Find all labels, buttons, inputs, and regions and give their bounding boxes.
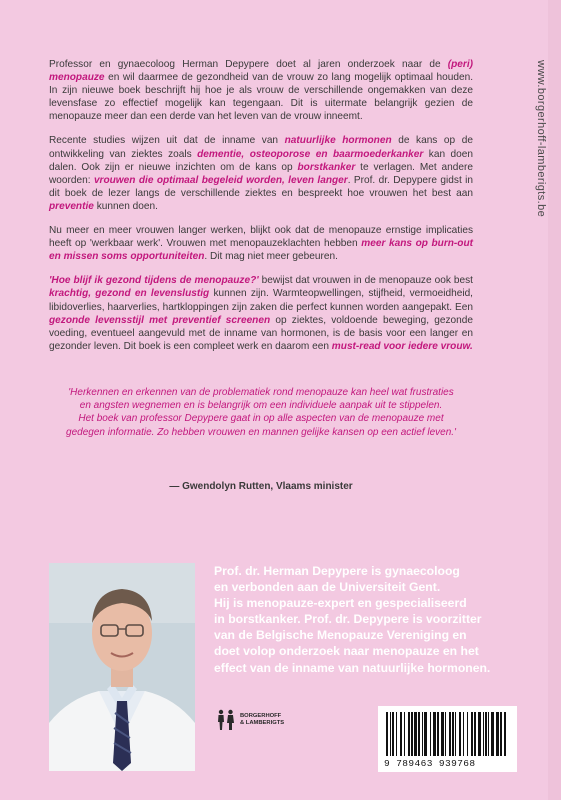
barcode-bar [488,712,489,756]
publisher-name-line2: & LAMBERIGTS [240,720,285,726]
text-segment: . Dit mag niet meer gebeuren. [204,251,338,263]
bio-line: Prof. dr. Herman Depypere is gynaecoloog [214,564,460,578]
bio-line: en verbonden aan de Universiteit Gent. [214,580,441,595]
barcode-bar [483,712,484,756]
barcode-bar [491,712,494,756]
barcode-bar [422,712,423,756]
highlighted-phrase: gezonde levensstijl met preventief screenen [49,314,271,326]
highlighted-phrase: 'Hoe blijf ik gezond tijdens de menopauze?' [49,275,259,287]
text-segment: . Prof. dr. Depypere gidst in dit boek de lezer langs de verschillende ziektes en bespreekt hoe vrouwen het best aan [49,174,474,199]
highlighted-phrase: (peri) menopauze [49,59,473,84]
blurb-text [49,58,473,364]
barcode-bar [433,712,436,756]
publisher-name-line1: BORGERHOFF [240,713,282,719]
quote-line: en angsten wegnemen en is belangrijk om een individuele aanpak uit te stippelen. [79,400,443,412]
barcode-digits: 9 789463 939768 [384,758,476,769]
publisher-logo [216,709,284,731]
highlighted-phrase: preventie [49,200,94,212]
quote-author: — Gwendolyn Rutten, Vlaams minister [169,481,353,492]
highlighted-phrase: meer kans op burn-out en missen soms opportuniteiten [49,238,473,263]
paragraph [49,58,473,123]
barcode-bar [424,712,427,756]
barcode-bar [414,712,417,756]
text-segment: op ziektes, voldoende beweging, gezonde voeding, eventueel aangevuld met de inname van hormonen, is de basis voor een langer en gezonder leven. Dit boek is een compleet werk en daarom een [49,314,473,352]
quote-line: gedegen informatie. Zo hebben vrouwen en mannen gelijke kansen op een actief leven.' [66,426,456,438]
highlighted-phrase: borstkanker [297,161,356,173]
text-segment: Professor en gynaecoloog Herman Depypere doet al jaren onderzoek naar de [49,59,448,70]
bio-line: doet volop onderzoek naar menopauze en het [214,644,479,659]
highlighted-phrase: vrouwen die optimaal begeleid worden, leven langer [93,174,348,186]
barcode-bar [392,712,394,756]
testimonial-quote [49,386,473,439]
barcode-bar [445,712,446,756]
text-segment: kunnen zijn. Warmteopwellingen, stijfheid, vermoeidheid, libidoverlies, haarverlies, hartkloppingen zijn zaken die perfect kunnen worden aangepakt. Een [49,288,473,313]
barcode-bar [411,712,413,756]
barcode-bar [418,712,420,756]
bio-line: effect van de inname van natuurlijke hormonen. [214,660,491,675]
highlighted-phrase: natuurlijke hormonen [284,135,392,147]
bio-line: Hij is menopauze-expert en gespecialiseerd [214,596,467,611]
barcode-bar [386,712,388,756]
text-segment: Recente studies wijzen uit dat de inname van [49,135,285,147]
author-photo [49,563,195,771]
barcode-bar [390,712,391,756]
barcode-bar [404,712,405,756]
barcode-bar [485,712,487,756]
barcode-bar [496,712,499,756]
barcode-bar [467,712,468,756]
publisher-figures-icon [216,709,236,731]
barcode-bar [463,712,464,756]
cover-edge-strip [548,0,561,800]
text-segment: te verlagen. Met andere woorden: [49,161,473,186]
highlighted-phrase: krachtig, gezond en levenslustig [49,288,210,300]
barcode-bar [396,712,397,756]
barcode-bar [455,712,456,756]
barcode-bar [459,712,461,756]
text-segment: kunnen doen. [93,200,158,212]
text-segment: kan doen dalen. Ook zijn er nieuwe inzichten om de kans op [49,148,473,173]
author-portrait-illustration [49,563,195,771]
text-segment: en wil daarmee de gezondheid van de vrouw zo lang mogelijk optimaal houden. In zijn nieuwe boek beschrijft hij hoe je als vrouw de verschillende ongemakken van deze levensfase zo effectief mogelijk kan tegengaan. Dit is uitermate belangrijk gezien de menopauze meer dan een derde van het leven van de vrouw inneemt. [49,72,473,123]
highlighted-phrase: must-read voor iedere vrouw. [331,340,473,352]
quote-line: 'Herkennen en erkennen van de problematiek rond menopauze kan heel wat frustraties [68,387,454,398]
barcode-bars [378,706,517,758]
barcode-bar [474,712,476,756]
text-segment: de kans op de ontwikkeling van ziektes zoals [49,135,473,160]
isbn-barcode [378,706,517,772]
highlighted-phrase: dementie, osteoporose en baarmoederkanker [197,148,424,160]
author-bio [214,563,514,676]
barcode-bar [504,712,506,756]
paragraph [49,274,473,353]
barcode-bar [430,712,431,756]
bio-line: in borstkanker. Prof. dr. Depypere is voorzitter [214,612,482,627]
barcode-bar [500,712,502,756]
barcode-bar [408,712,410,756]
barcode-bar [452,712,454,756]
barcode-bar [400,712,402,756]
text-segment: Nu meer en meer vrouwen langer werken, blijkt ook dat de menopauze ernstige implicaties heeft op 'werkbaar werk'. Vrouwen met menopauzeklachten hebben [49,225,473,250]
barcode-bar [478,712,481,756]
barcode-bar [471,712,473,756]
barcode-bar [441,712,444,756]
publisher-name [240,713,284,727]
paragraph [49,134,473,213]
paragraph [49,224,473,263]
text-segment: bewijst dat vrouwen in de menopauze ook best [258,275,473,287]
bio-line: van de Belgische Menopauze Vereniging en [214,628,467,643]
quote-line: Het boek van professor Depypere gaat in op alle aspecten van de menopauze met [78,413,444,425]
barcode-bar [449,712,451,756]
publisher-website: www.borgerhoff-lamberigts.be [535,60,547,218]
barcode-bar [437,712,439,756]
